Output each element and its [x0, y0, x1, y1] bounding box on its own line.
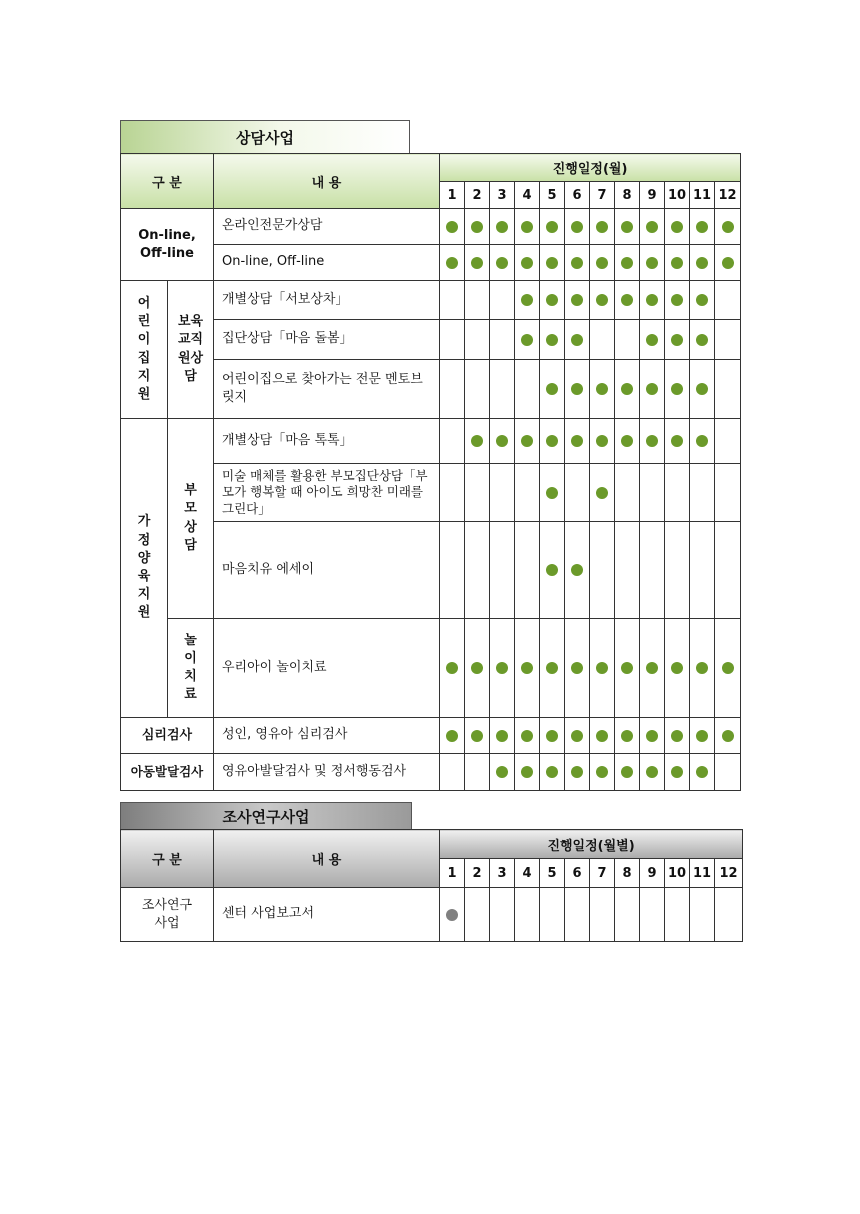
month-cell — [665, 754, 690, 791]
month-cell — [440, 281, 465, 320]
month-cell — [715, 754, 741, 791]
month-cell — [565, 464, 590, 522]
month-cell — [690, 522, 715, 619]
group-dev-test: 아동발달검사 — [121, 754, 214, 791]
month-cell — [665, 419, 690, 464]
schedule-dot-icon — [446, 909, 458, 921]
schedule-dot-icon — [471, 730, 483, 742]
month-cell — [640, 245, 665, 281]
month-cell — [490, 718, 515, 754]
month-cell — [565, 718, 590, 754]
month-cell — [440, 320, 465, 360]
month-cell — [440, 209, 465, 245]
schedule-dot-icon — [671, 383, 683, 395]
month-cell — [615, 320, 640, 360]
month-cell — [465, 619, 490, 718]
month-header: 3 — [490, 859, 515, 888]
month-cell — [690, 419, 715, 464]
schedule-dot-icon — [571, 257, 583, 269]
row-content: 성인, 영유아 심리검사 — [214, 718, 440, 754]
month-cell — [690, 360, 715, 419]
schedule-dot-icon — [521, 334, 533, 346]
schedule-dot-icon — [571, 662, 583, 674]
month-cell — [515, 888, 540, 942]
month-cell — [715, 464, 741, 522]
month-cell — [590, 245, 615, 281]
schedule-dot-icon — [521, 730, 533, 742]
schedule-dot-icon — [571, 435, 583, 447]
month-cell — [665, 320, 690, 360]
month-cell — [615, 888, 640, 942]
month-cell — [515, 419, 540, 464]
month-cell — [590, 888, 615, 942]
schedule-dot-icon — [596, 435, 608, 447]
month-cell — [590, 718, 615, 754]
month-cell — [465, 209, 490, 245]
month-cell — [540, 464, 565, 522]
month-cell — [715, 419, 741, 464]
row-content: 온라인전문가상담 — [214, 209, 440, 245]
month-cell — [465, 522, 490, 619]
schedule-dot-icon — [696, 334, 708, 346]
schedule-dot-icon — [521, 294, 533, 306]
schedule-dot-icon — [546, 730, 558, 742]
schedule-dot-icon — [696, 662, 708, 674]
month-cell — [515, 281, 540, 320]
month-header: 6 — [565, 182, 590, 209]
schedule-dot-icon — [496, 221, 508, 233]
month-header: 5 — [540, 182, 565, 209]
month-cell — [615, 245, 640, 281]
group-family: 가 정 양 육 지 원 — [121, 419, 168, 718]
month-cell — [690, 245, 715, 281]
month-cell — [515, 245, 540, 281]
header-category: 구 분 — [121, 154, 214, 209]
month-cell — [540, 360, 565, 419]
month-cell — [565, 754, 590, 791]
month-cell — [590, 209, 615, 245]
schedule-dot-icon — [646, 294, 658, 306]
month-cell — [440, 360, 465, 419]
month-cell — [465, 718, 490, 754]
row-content: 미술 매체를 활용한 부모집단상담「부모가 행복할 때 아이도 희망찬 미래를 그린다」 — [214, 464, 440, 522]
sub-play-therapy: 놀 이 치 료 — [168, 619, 214, 718]
month-cell — [665, 619, 690, 718]
month-header: 8 — [615, 182, 640, 209]
schedule-dot-icon — [446, 730, 458, 742]
month-cell — [590, 419, 615, 464]
month-header: 4 — [515, 859, 540, 888]
month-header: 7 — [590, 182, 615, 209]
month-cell — [615, 754, 640, 791]
group-daycare: 어 린 이 집 지 원 — [121, 281, 168, 419]
month-cell — [590, 522, 615, 619]
month-header: 2 — [465, 859, 490, 888]
month-cell — [465, 888, 490, 942]
month-cell — [615, 619, 640, 718]
group-online: On-line, Off-line — [121, 209, 214, 281]
month-cell — [440, 718, 465, 754]
month-header: 12 — [715, 182, 741, 209]
month-cell — [515, 754, 540, 791]
schedule-dot-icon — [722, 730, 734, 742]
month-cell — [540, 209, 565, 245]
month-cell — [690, 209, 715, 245]
month-header: 12 — [715, 859, 743, 888]
header-content: 내 용 — [214, 830, 440, 888]
month-cell — [640, 419, 665, 464]
month-cell — [465, 245, 490, 281]
month-cell — [440, 522, 465, 619]
schedule-dot-icon — [546, 294, 558, 306]
month-cell — [490, 419, 515, 464]
month-cell — [690, 718, 715, 754]
month-cell — [590, 281, 615, 320]
schedule-dot-icon — [571, 730, 583, 742]
month-cell — [490, 888, 515, 942]
schedule-dot-icon — [596, 766, 608, 778]
month-cell — [490, 464, 515, 522]
month-header: 8 — [615, 859, 640, 888]
sub-parent-counseling: 부 모 상 담 — [168, 419, 214, 619]
month-cell — [640, 209, 665, 245]
month-cell — [640, 360, 665, 419]
month-cell — [490, 360, 515, 419]
month-header: 10 — [665, 859, 690, 888]
schedule-dot-icon — [496, 662, 508, 674]
schedule-dot-icon — [596, 257, 608, 269]
month-cell — [490, 619, 515, 718]
month-cell — [465, 360, 490, 419]
month-header: 9 — [640, 182, 665, 209]
month-cell — [715, 619, 741, 718]
month-cell — [490, 320, 515, 360]
schedule-dot-icon — [621, 221, 633, 233]
month-cell — [690, 464, 715, 522]
schedule-dot-icon — [571, 334, 583, 346]
month-cell — [490, 754, 515, 791]
month-cell — [665, 522, 690, 619]
schedule-dot-icon — [521, 257, 533, 269]
month-cell — [615, 718, 640, 754]
schedule-dot-icon — [521, 766, 533, 778]
schedule-dot-icon — [621, 662, 633, 674]
month-cell — [615, 209, 640, 245]
schedule-dot-icon — [671, 294, 683, 306]
schedule-dot-icon — [722, 257, 734, 269]
schedule-dot-icon — [571, 383, 583, 395]
schedule-dot-icon — [646, 383, 658, 395]
month-cell — [565, 419, 590, 464]
schedule-dot-icon — [696, 221, 708, 233]
month-cell — [715, 718, 741, 754]
month-cell — [565, 619, 590, 718]
month-cell — [640, 619, 665, 718]
group-research: 조사연구 사업 — [121, 888, 214, 942]
month-header: 4 — [515, 182, 540, 209]
month-cell — [440, 619, 465, 718]
schedule-dot-icon — [521, 435, 533, 447]
month-cell — [565, 320, 590, 360]
schedule-dot-icon — [571, 294, 583, 306]
schedule-dot-icon — [696, 435, 708, 447]
schedule-dot-icon — [596, 221, 608, 233]
month-cell — [465, 754, 490, 791]
month-cell — [565, 209, 590, 245]
month-cell — [565, 245, 590, 281]
month-cell — [665, 360, 690, 419]
month-cell — [665, 281, 690, 320]
schedule-dot-icon — [546, 334, 558, 346]
month-cell — [590, 464, 615, 522]
group-psych-test: 심리검사 — [121, 718, 214, 754]
month-cell — [665, 718, 690, 754]
month-cell — [540, 320, 565, 360]
month-cell — [615, 360, 640, 419]
month-cell — [615, 281, 640, 320]
month-cell — [715, 888, 743, 942]
month-cell — [490, 522, 515, 619]
counseling-schedule-table — [120, 153, 741, 791]
month-cell — [515, 619, 540, 718]
schedule-dot-icon — [646, 730, 658, 742]
month-header: 9 — [640, 859, 665, 888]
schedule-dot-icon — [646, 221, 658, 233]
row-content: 마음치유 에세이 — [214, 522, 440, 619]
schedule-dot-icon — [722, 662, 734, 674]
month-cell — [715, 320, 741, 360]
month-cell — [565, 360, 590, 419]
row-content: 개별상담「마음 톡톡」 — [214, 419, 440, 464]
month-cell — [715, 209, 741, 245]
month-cell — [515, 320, 540, 360]
month-header: 11 — [690, 182, 715, 209]
schedule-dot-icon — [571, 564, 583, 576]
schedule-dot-icon — [546, 766, 558, 778]
month-cell — [640, 888, 665, 942]
schedule-dot-icon — [671, 221, 683, 233]
section-title-counseling: 상담사업 — [120, 120, 410, 154]
schedule-dot-icon — [596, 662, 608, 674]
month-cell — [540, 522, 565, 619]
month-cell — [515, 360, 540, 419]
month-cell — [540, 245, 565, 281]
schedule-dot-icon — [596, 294, 608, 306]
schedule-dot-icon — [496, 730, 508, 742]
month-header: 6 — [565, 859, 590, 888]
schedule-dot-icon — [621, 294, 633, 306]
schedule-dot-icon — [722, 221, 734, 233]
schedule-dot-icon — [646, 435, 658, 447]
header-content: 내 용 — [214, 154, 440, 209]
month-cell — [590, 619, 615, 718]
month-header: 3 — [490, 182, 515, 209]
month-cell — [465, 464, 490, 522]
schedule-dot-icon — [446, 662, 458, 674]
month-cell — [690, 619, 715, 718]
month-cell — [715, 245, 741, 281]
month-cell — [490, 245, 515, 281]
schedule-dot-icon — [671, 730, 683, 742]
schedule-dot-icon — [646, 766, 658, 778]
month-header: 1 — [440, 182, 465, 209]
schedule-dot-icon — [546, 564, 558, 576]
schedule-dot-icon — [546, 435, 558, 447]
row-content: 센터 사업보고서 — [214, 888, 440, 942]
schedule-dot-icon — [646, 662, 658, 674]
row-content: On-line, Off-line — [214, 245, 440, 281]
month-cell — [540, 754, 565, 791]
research-schedule-table — [120, 829, 743, 942]
month-cell — [640, 281, 665, 320]
schedule-dot-icon — [696, 257, 708, 269]
month-cell — [665, 464, 690, 522]
schedule-dot-icon — [496, 766, 508, 778]
month-cell — [690, 888, 715, 942]
month-cell — [640, 522, 665, 619]
month-cell — [465, 419, 490, 464]
month-cell — [690, 320, 715, 360]
month-cell — [715, 360, 741, 419]
month-cell — [465, 320, 490, 360]
month-cell — [515, 209, 540, 245]
month-cell — [515, 464, 540, 522]
schedule-dot-icon — [671, 662, 683, 674]
section-title-research: 조사연구사업 — [120, 802, 412, 830]
schedule-dot-icon — [571, 221, 583, 233]
month-cell — [490, 209, 515, 245]
schedule-dot-icon — [546, 221, 558, 233]
month-cell — [690, 281, 715, 320]
month-cell — [715, 281, 741, 320]
month-cell — [640, 320, 665, 360]
header-category: 구 분 — [121, 830, 214, 888]
schedule-dot-icon — [696, 383, 708, 395]
month-cell — [565, 522, 590, 619]
schedule-dot-icon — [471, 221, 483, 233]
schedule-dot-icon — [596, 383, 608, 395]
month-cell — [540, 281, 565, 320]
month-cell — [515, 718, 540, 754]
month-cell — [665, 245, 690, 281]
row-content: 개별상담「서보상차」 — [214, 281, 440, 320]
row-content: 어린이집으로 찾아가는 전문 멘토브릿지 — [214, 360, 440, 419]
schedule-dot-icon — [546, 662, 558, 674]
schedule-dot-icon — [671, 257, 683, 269]
month-cell — [590, 320, 615, 360]
schedule-dot-icon — [671, 766, 683, 778]
schedule-dot-icon — [521, 662, 533, 674]
month-cell — [615, 419, 640, 464]
month-cell — [540, 619, 565, 718]
sub-teacher-counseling: 보육 교직 원상 담 — [168, 281, 214, 419]
month-cell — [640, 718, 665, 754]
schedule-dot-icon — [521, 221, 533, 233]
month-header: 1 — [440, 859, 465, 888]
month-cell — [690, 754, 715, 791]
schedule-dot-icon — [446, 221, 458, 233]
header-schedule: 진행일정(월별) — [440, 830, 743, 859]
row-content: 영유아발달검사 및 정서행동검사 — [214, 754, 440, 791]
month-cell — [540, 419, 565, 464]
month-header: 11 — [690, 859, 715, 888]
month-cell — [440, 245, 465, 281]
schedule-dot-icon — [646, 334, 658, 346]
month-cell — [440, 419, 465, 464]
month-cell — [715, 522, 741, 619]
schedule-dot-icon — [546, 383, 558, 395]
month-cell — [440, 464, 465, 522]
month-cell — [590, 360, 615, 419]
schedule-dot-icon — [596, 730, 608, 742]
month-cell — [540, 718, 565, 754]
month-cell — [665, 209, 690, 245]
schedule-dot-icon — [446, 257, 458, 269]
month-cell — [515, 522, 540, 619]
schedule-dot-icon — [621, 766, 633, 778]
schedule-dot-icon — [696, 766, 708, 778]
schedule-dot-icon — [496, 435, 508, 447]
month-cell — [640, 754, 665, 791]
schedule-dot-icon — [546, 487, 558, 499]
schedule-dot-icon — [496, 257, 508, 269]
schedule-dot-icon — [621, 435, 633, 447]
schedule-dot-icon — [471, 662, 483, 674]
month-cell — [465, 281, 490, 320]
schedule-dot-icon — [471, 435, 483, 447]
schedule-dot-icon — [571, 766, 583, 778]
month-cell — [590, 754, 615, 791]
month-header: 5 — [540, 859, 565, 888]
schedule-dot-icon — [646, 257, 658, 269]
schedule-dot-icon — [671, 435, 683, 447]
header-schedule: 진행일정(월) — [440, 154, 741, 182]
month-cell — [665, 888, 690, 942]
schedule-dot-icon — [471, 257, 483, 269]
month-cell — [490, 281, 515, 320]
row-content: 집단상담「마음 돌봄」 — [214, 320, 440, 360]
schedule-dot-icon — [621, 383, 633, 395]
schedule-dot-icon — [546, 257, 558, 269]
month-header: 10 — [665, 182, 690, 209]
month-header: 2 — [465, 182, 490, 209]
schedule-dot-icon — [621, 257, 633, 269]
schedule-dot-icon — [596, 487, 608, 499]
month-cell — [615, 464, 640, 522]
month-cell — [615, 522, 640, 619]
row-content: 우리아이 놀이치료 — [214, 619, 440, 718]
month-cell — [540, 888, 565, 942]
schedule-dot-icon — [696, 730, 708, 742]
month-cell — [565, 888, 590, 942]
month-cell — [640, 464, 665, 522]
month-cell — [440, 754, 465, 791]
month-cell — [565, 281, 590, 320]
schedule-dot-icon — [671, 334, 683, 346]
schedule-dot-icon — [621, 730, 633, 742]
schedule-dot-icon — [696, 294, 708, 306]
month-cell — [440, 888, 465, 942]
month-header: 7 — [590, 859, 615, 888]
